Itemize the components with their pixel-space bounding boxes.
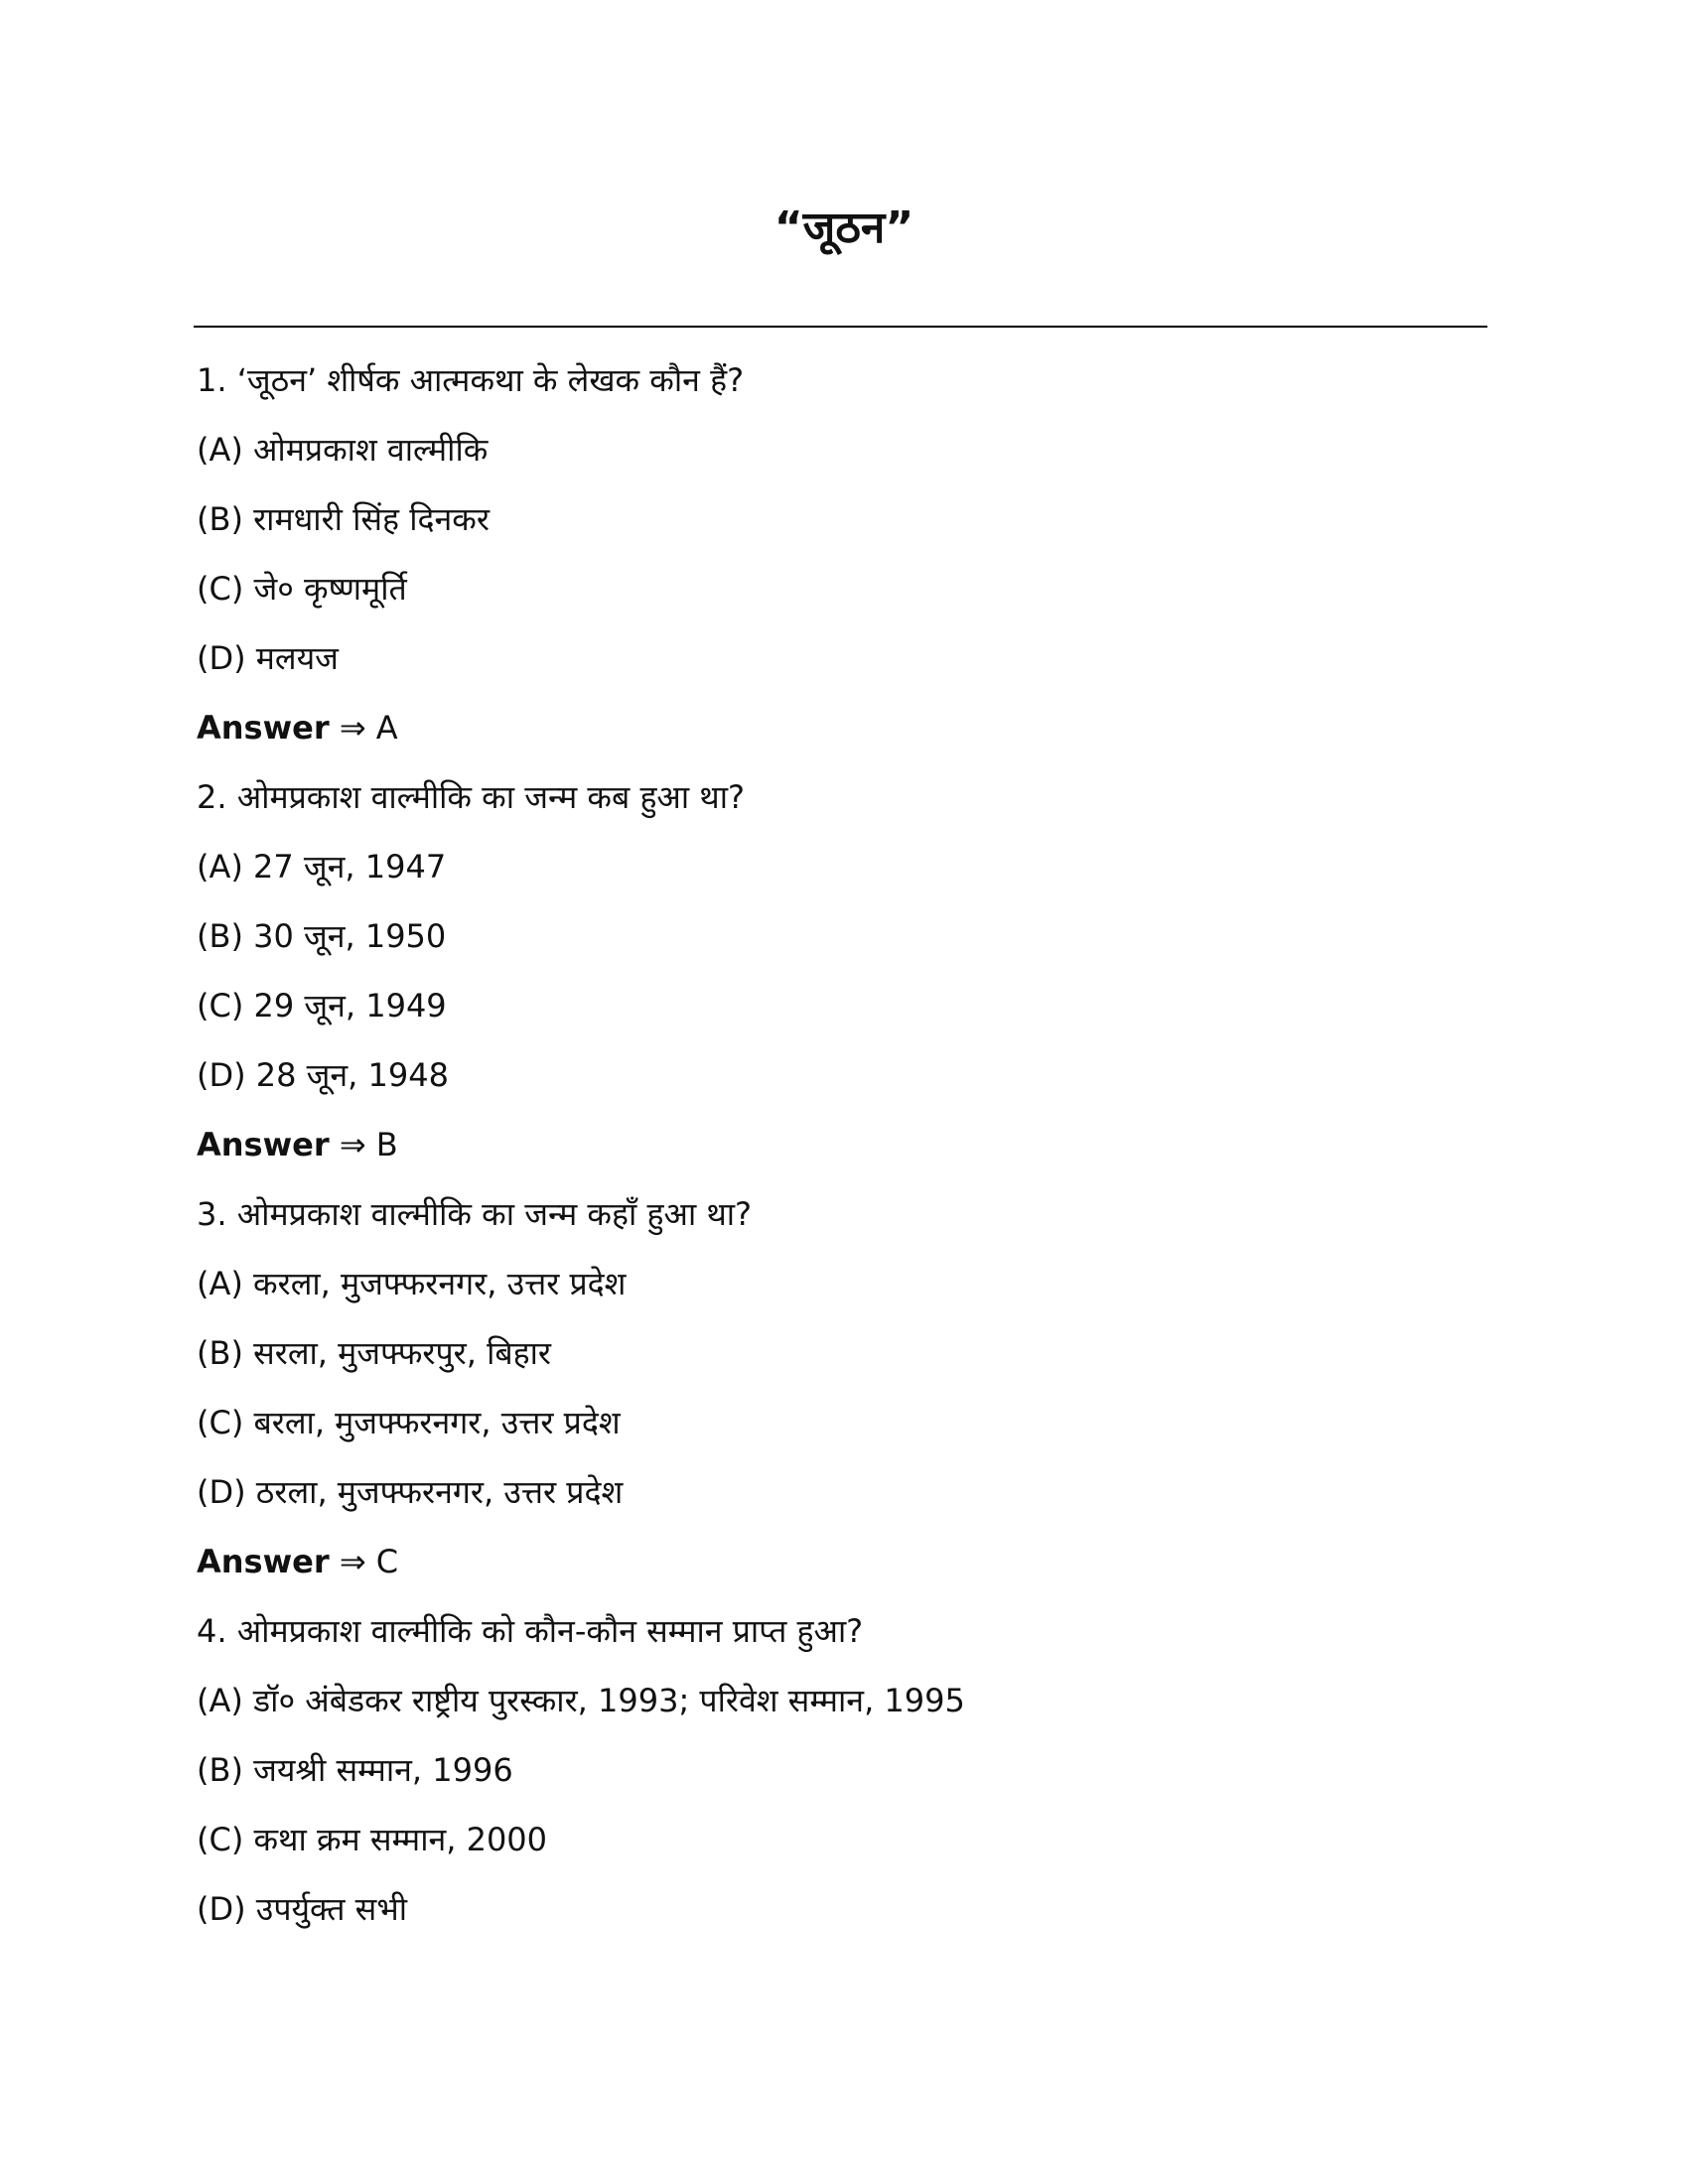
question-text: 1. ‘जूठन’ शीर्षक आत्मकथा के लेखक कौन हैं?: [197, 361, 745, 399]
question-block-1: [197, 345, 1487, 762]
option-a: (A) डॉ० अंबेडकर राष्ट्रीय पुरस्कार, 1993; परिवेश सम्मान, 1995: [197, 1682, 965, 1719]
option-a: (A) ओमप्रकाश वाल्मीकि: [197, 431, 489, 469]
question-text: 4. ओमप्रकाश वाल्मीकि को कौन-कौन सम्मान प्राप्त हुआ?: [197, 1612, 864, 1650]
question-text: 2. ओमप्रकाश वाल्मीकि का जन्म कब हुआ था?: [197, 778, 746, 816]
option-c: (C) जे० कृष्णमूर्ति: [197, 570, 407, 608]
answer-label: Answer: [197, 1126, 330, 1163]
answer-line: [197, 693, 1487, 762]
option-b: (B) 30 जून, 1950: [197, 917, 447, 955]
question-block-3: [197, 1179, 1487, 1596]
option-b: (B) जयश्री सम्मान, 1996: [197, 1751, 513, 1789]
answer-label: Answer: [197, 709, 330, 747]
question-block-4: [197, 1596, 1487, 1944]
title-divider: [194, 326, 1487, 328]
option-c: (C) बरला, मुजफ्फरनगर, उत्तर प्रदेश: [197, 1404, 621, 1441]
answer-value: ⇒ B: [339, 1126, 398, 1163]
option-d: (D) 28 जून, 1948: [197, 1056, 449, 1094]
option-b: (B) सरला, मुजफ्फरपुर, बिहार: [197, 1334, 552, 1372]
question-block-2: [197, 762, 1487, 1179]
option-a: (A) 27 जून, 1947: [197, 848, 447, 886]
option-c: (C) कथा क्रम सम्मान, 2000: [197, 1821, 548, 1858]
answer-value: ⇒ C: [339, 1543, 399, 1580]
question-list: [197, 345, 1487, 1944]
option-a: (A) करला, मुजफ्फरनगर, उत्तर प्रदेश: [197, 1265, 627, 1302]
answer-line: [197, 1527, 1487, 1596]
option-c: (C) 29 जून, 1949: [197, 987, 447, 1024]
option-d: (D) उपर्युक्त सभी: [197, 1890, 408, 1928]
question-text: 3. ओमप्रकाश वाल्मीकि का जन्म कहाँ हुआ था?: [197, 1195, 753, 1233]
option-d: (D) ठरला, मुजफ्फरनगर, उत्तर प्रदेश: [197, 1473, 624, 1511]
option-d: (D) मलयज: [197, 639, 339, 677]
option-b: (B) रामधारी सिंह दिनकर: [197, 500, 490, 538]
page-title: “जूठन”: [774, 203, 914, 253]
answer-value: ⇒ A: [339, 709, 398, 747]
answer-label: Answer: [197, 1543, 330, 1580]
answer-line: [197, 1110, 1487, 1179]
